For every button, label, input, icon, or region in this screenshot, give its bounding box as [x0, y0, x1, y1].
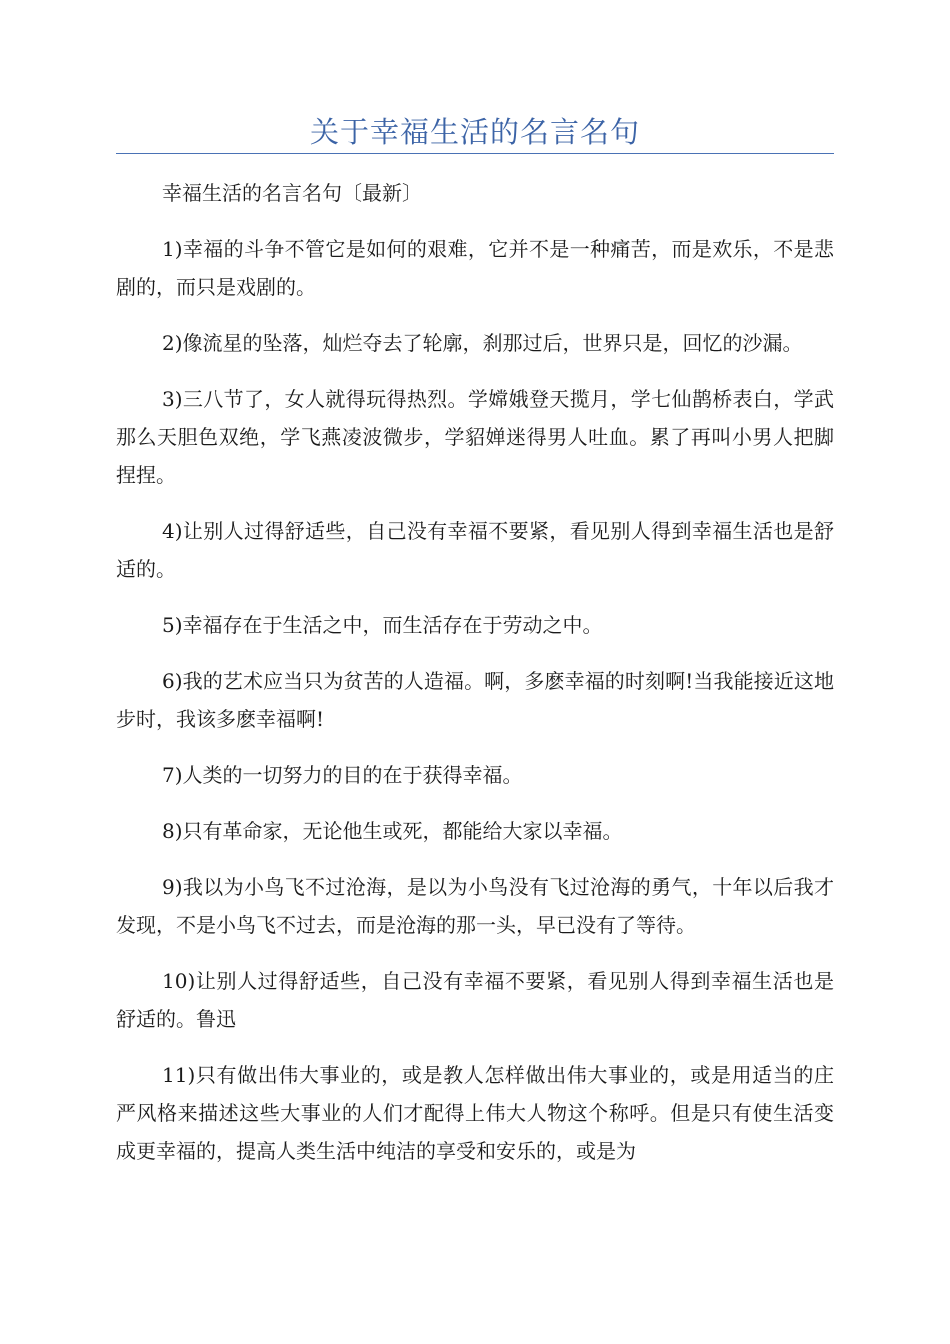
quote-paragraph-1: 1)幸福的斗争不管它是如何的艰难，它并不是一种痛苦，而是欢乐，不是悲剧的，而只是戏剧的。 — [116, 237, 834, 299]
quote-paragraph-11: 11)只有做出伟大事业的，或是教人怎样做出伟大事业的，或是用适当的庄严风格来描述这些大事业的人们才配得上伟大人物这个称呼。但是只有使生活变成更幸福的，提高人类生活中纯洁的享受和安乐的，或是为 — [116, 1063, 834, 1163]
quote-paragraph-5: 5)幸福存在于生活之中，而生活存在于劳动之中。 — [162, 613, 603, 637]
document-body — [116, 174, 834, 1188]
subtitle-paragraph: 幸福生活的名言名句〔最新〕 — [162, 181, 422, 205]
quote-paragraph-2: 2)像流星的坠落，灿烂夺去了轮廓，刹那过后，世界只是，回忆的沙漏。 — [162, 331, 803, 355]
quote-paragraph-8: 8)只有革命家，无论他生或死，都能给大家以幸福。 — [162, 819, 623, 843]
quote-paragraph-3: 3)三八节了，女人就得玩得热烈。学嫦娥登天揽月，学七仙鹊桥表白，学武那么天胆色双绝，学飞燕凌波微步，学貂婵迷得男人吐血。累了再叫小男人把脚捏捏。 — [116, 387, 834, 487]
quote-paragraph-6: 6)我的艺术应当只为贫苦的人造福。啊，多麽幸福的时刻啊!当我能接近这地步时，我该多麽幸福啊! — [116, 669, 834, 731]
quote-paragraph-4: 4)让别人过得舒适些，自己没有幸福不要紧，看见别人得到幸福生活也是舒适的。 — [116, 519, 834, 581]
document-title: 关于幸福生活的名言名句 — [309, 115, 640, 149]
quote-paragraph-9: 9)我以为小鸟飞不过沧海，是以为小鸟没有飞过沧海的勇气，十年以后我才发现，不是小鸟飞不过去，而是沧海的那一头，早已没有了等待。 — [116, 875, 834, 937]
quote-paragraph-7: 7)人类的一切努力的目的在于获得幸福。 — [162, 763, 523, 787]
title-underline — [116, 153, 834, 154]
quote-paragraph-10: 10)让别人过得舒适些，自己没有幸福不要紧，看见别人得到幸福生活也是舒适的。鲁迅 — [116, 969, 834, 1031]
